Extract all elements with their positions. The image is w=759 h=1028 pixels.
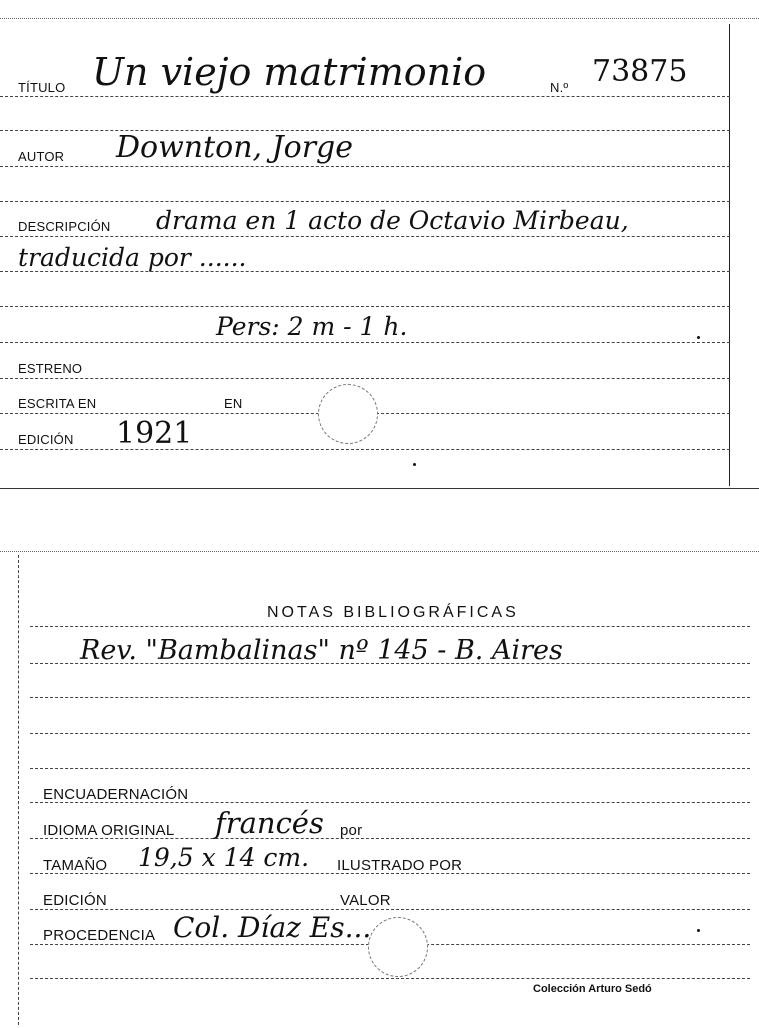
coleccion-footer: Colección Arturo Sedó (533, 983, 652, 995)
por-label: por (340, 822, 363, 839)
numero-value: 73875 (592, 54, 688, 89)
ruled-line (0, 449, 730, 450)
ruled-line (0, 166, 730, 167)
procedencia-value: Col. Díaz Es... (173, 911, 372, 944)
ruled-line (30, 909, 750, 910)
autor-label: AUTOR (18, 149, 65, 164)
card-left-edge (18, 555, 19, 1025)
ruled-line (0, 378, 730, 379)
estreno-label: ESTRENO (18, 361, 83, 376)
ruled-line (30, 733, 750, 734)
ruled-line (0, 306, 730, 307)
card-bottom-edge (0, 488, 759, 489)
ruled-line (30, 626, 750, 627)
card-top-edge (0, 18, 759, 19)
ilustrado-por-label: ILUSTRADO POR (337, 857, 463, 874)
ruled-line (0, 96, 730, 97)
ruled-line (30, 978, 750, 979)
ink-dot (697, 929, 700, 932)
edicion-label: EDICIÓN (18, 432, 74, 447)
ruled-line (0, 201, 730, 202)
tamano-label: TAMAÑO (43, 857, 108, 874)
idioma-original-label: IDIOMA ORIGINAL (43, 822, 175, 839)
idioma-original-value: francés (215, 806, 324, 840)
notas-line1: Rev. "Bambalinas" nº 145 - B. Aires (80, 635, 563, 666)
numero-label: N.º (550, 80, 569, 95)
titulo-value: Un viejo matrimonio (92, 50, 487, 94)
descripcion-value-line1: drama en 1 acto de Octavio Mirbeau, (156, 206, 629, 235)
en-label: EN (224, 396, 243, 411)
titulo-label: TÍTULO (18, 80, 66, 95)
ruled-line (0, 342, 730, 343)
punch-hole (368, 917, 428, 977)
edicion-value: 1921 (116, 416, 193, 451)
catalog-card-front (0, 0, 759, 495)
procedencia-label: PROCEDENCIA (43, 927, 156, 944)
edicion-label: EDICIÓN (43, 892, 107, 909)
notas-bibliograficas-title: NOTAS BIBLIOGRÁFICAS (267, 604, 519, 621)
card-right-edge (729, 24, 730, 486)
autor-value: Downton, Jorge (116, 130, 354, 165)
tamano-value: 19,5 x 14 cm. (138, 843, 310, 872)
descripcion-value-line2: traducida por ...... (18, 243, 247, 272)
ruled-line (30, 768, 750, 769)
ruled-line (0, 236, 730, 237)
ink-dot (413, 463, 416, 466)
punch-hole (318, 384, 378, 444)
escrita-en-label: ESCRITA EN (18, 396, 97, 411)
ink-dot (697, 336, 700, 339)
ruled-line (0, 130, 730, 131)
descripcion-label: DESCRIPCIÓN (18, 219, 111, 234)
card-top-edge (0, 551, 759, 552)
personajes-value: Pers: 2 m - 1 h. (216, 312, 408, 341)
encuadernacion-label: ENCUADERNACIÓN (43, 786, 189, 803)
ruled-line (30, 697, 750, 698)
valor-label: VALOR (340, 892, 391, 909)
catalog-card-back (0, 545, 759, 1028)
